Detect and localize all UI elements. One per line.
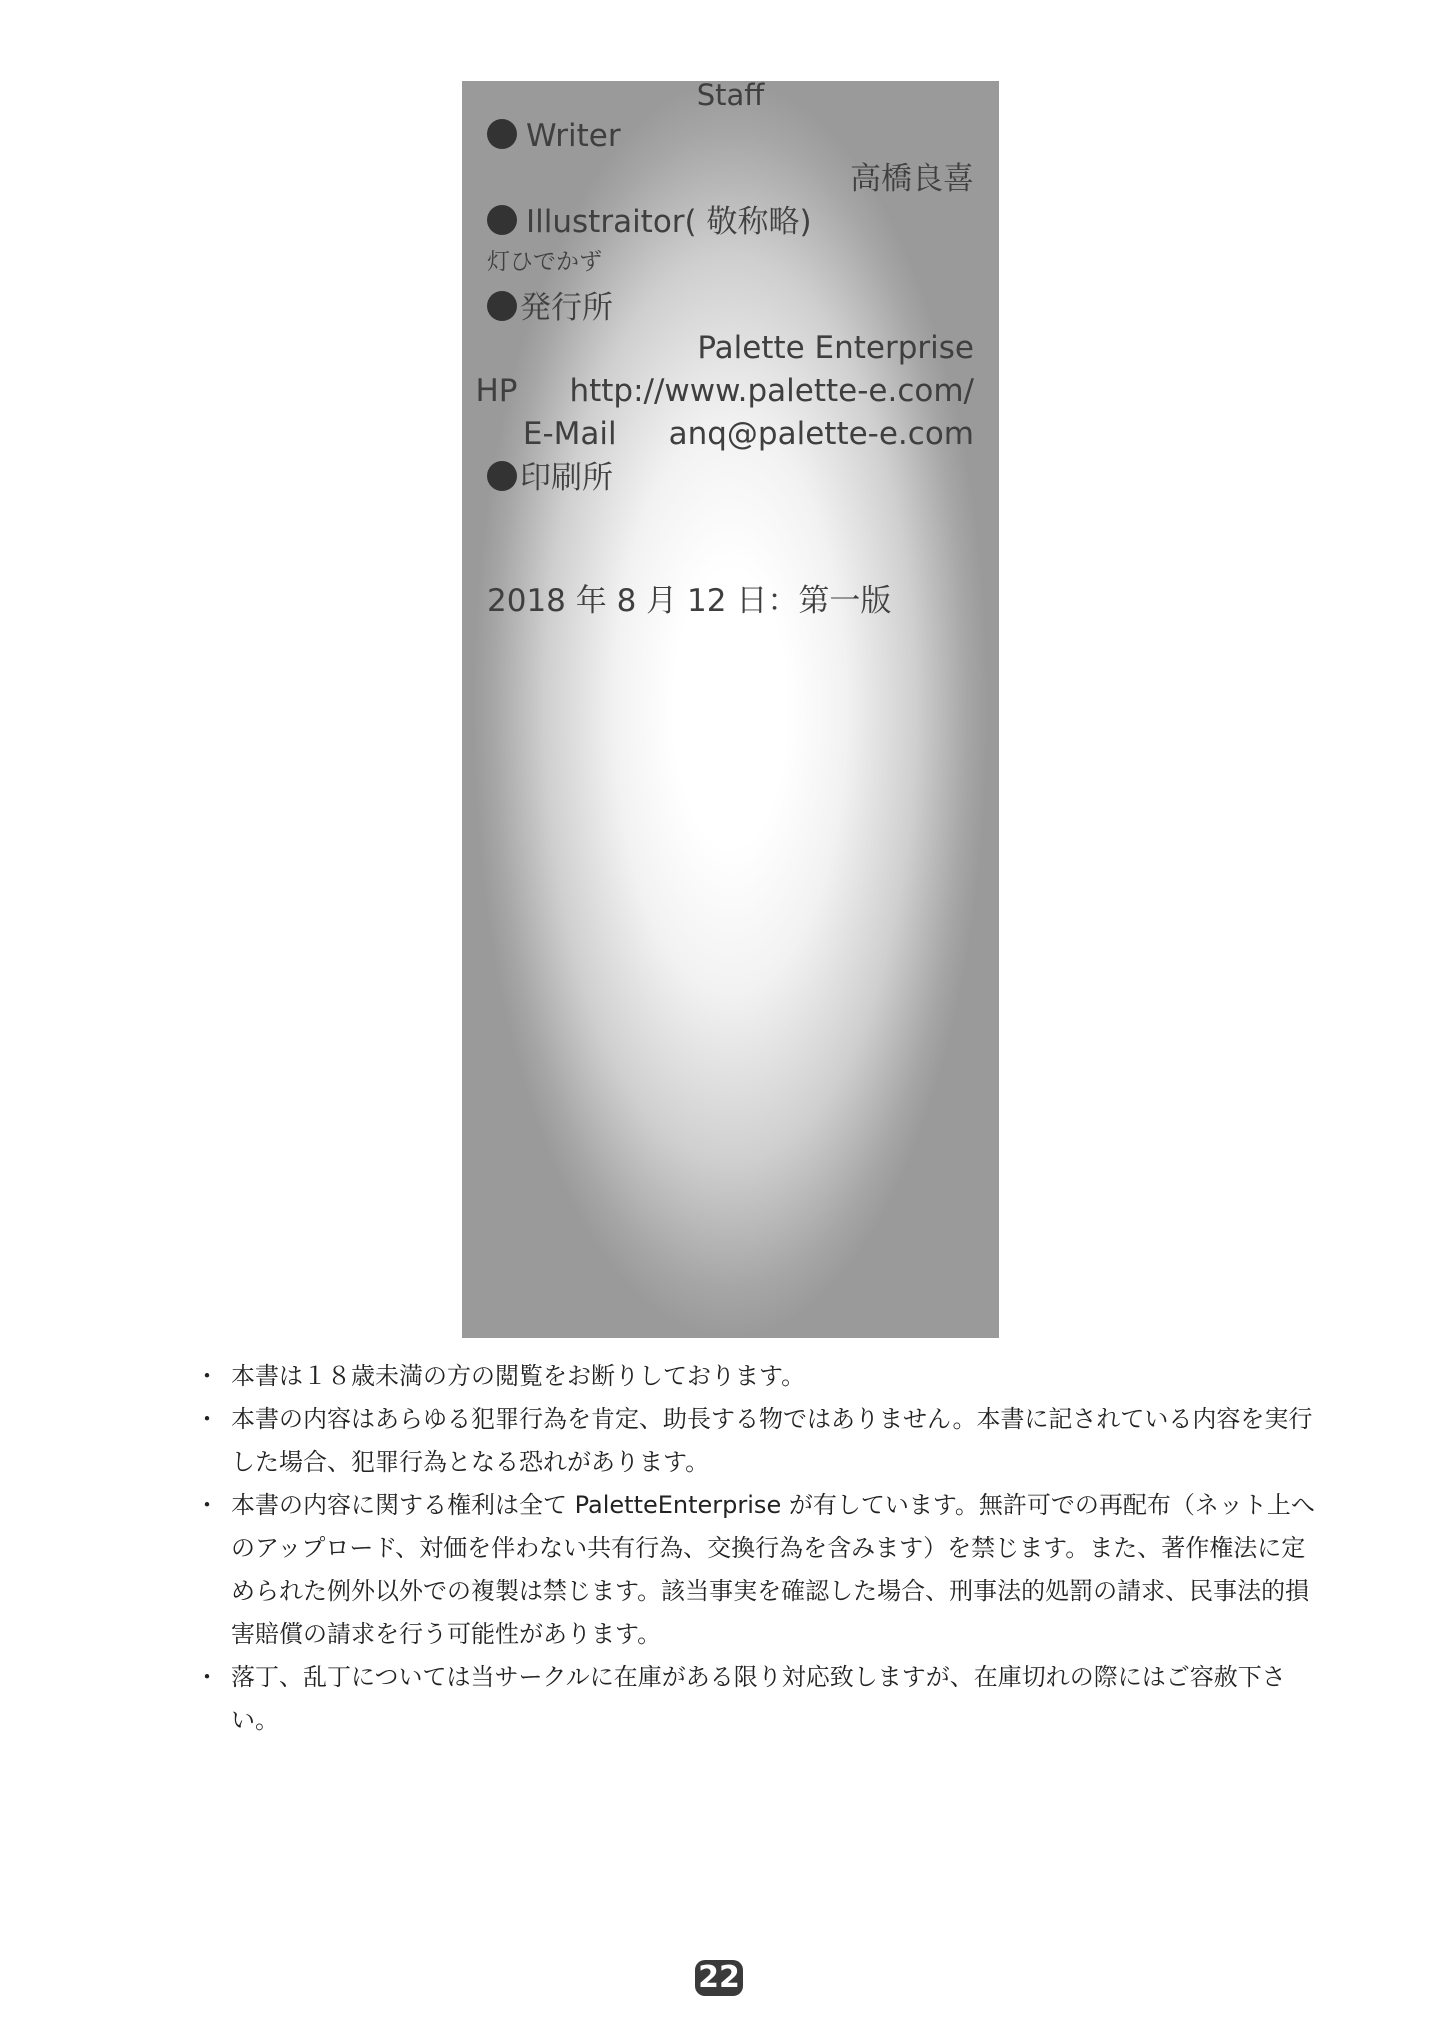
- staff-title: Staff: [696, 78, 765, 112]
- writer-heading: [487, 119, 621, 152]
- colophon-box: [462, 78, 999, 1338]
- illustrator-heading: [487, 205, 812, 238]
- printer-heading-label: 印刷所: [520, 460, 613, 496]
- notice-text: 本書の内容はあらゆる犯罪行為を肯定、助長する物ではありません。本書に記されている内容を実行した場合、犯罪行為となる恐れがあります。: [231, 1405, 1313, 1476]
- notice-bullet: ・: [195, 1405, 219, 1433]
- publisher-email: [522, 416, 974, 452]
- notice-text: 本書は１８歳未満の方の閲覧をお断りしております。: [231, 1362, 806, 1390]
- page-number: 22: [695, 1960, 743, 1996]
- notice-text: 本書の内容に関する権利は全て PaletteEnterprise が有しています。無許可での再配布（ネット上へのアップロード、対価を伴わない共有行為、交換行為を含みます）を禁じます。また、著作権法に定められた例外以外での複製は禁じます。該当事実を確認した場合、刑事法的処罰の請求、民事法的損害賠償の請求を行う可能性があります。: [231, 1491, 1315, 1648]
- bullet-dot-icon: [487, 205, 517, 235]
- illustrator-name: 灯ひでかず: [487, 249, 602, 275]
- hp-label: HP: [475, 373, 518, 409]
- writer-heading-label: Writer: [526, 118, 621, 154]
- bullet-dot-icon: [487, 461, 517, 491]
- publisher-name: Palette Enterprise: [697, 330, 974, 366]
- printer-heading: [487, 461, 613, 494]
- notice-item: [195, 1656, 1315, 1742]
- notice-item: [195, 1398, 1315, 1484]
- notice-item: [195, 1484, 1315, 1656]
- notice-bullet: ・: [195, 1362, 219, 1390]
- notice-bullet: ・: [195, 1491, 219, 1519]
- edition-date: 2018 年 8 月 12 日：第一版: [487, 583, 892, 619]
- publisher-hp: [475, 373, 974, 409]
- notice-text: 落丁、乱丁については当サークルに在庫がある限り対応致しますが、在庫切れの際にはご容赦下さい。: [231, 1663, 1286, 1734]
- notice-bullet: ・: [195, 1663, 219, 1691]
- publisher-heading-label: 発行所: [520, 290, 613, 326]
- notice-item: [195, 1355, 1315, 1398]
- notice-list: [195, 1355, 1315, 1742]
- hp-url: http://www.palette-e.com/: [569, 373, 974, 409]
- publisher-heading: [487, 291, 613, 324]
- writer-name: 高橋良喜: [850, 161, 974, 197]
- bullet-dot-icon: [487, 119, 517, 149]
- illustrator-heading-label: Illustraitor( 敬称略): [526, 204, 812, 240]
- bullet-dot-icon: [487, 291, 517, 321]
- email-address: anq@palette-e.com: [668, 416, 974, 452]
- email-label: E-Mail: [522, 416, 617, 452]
